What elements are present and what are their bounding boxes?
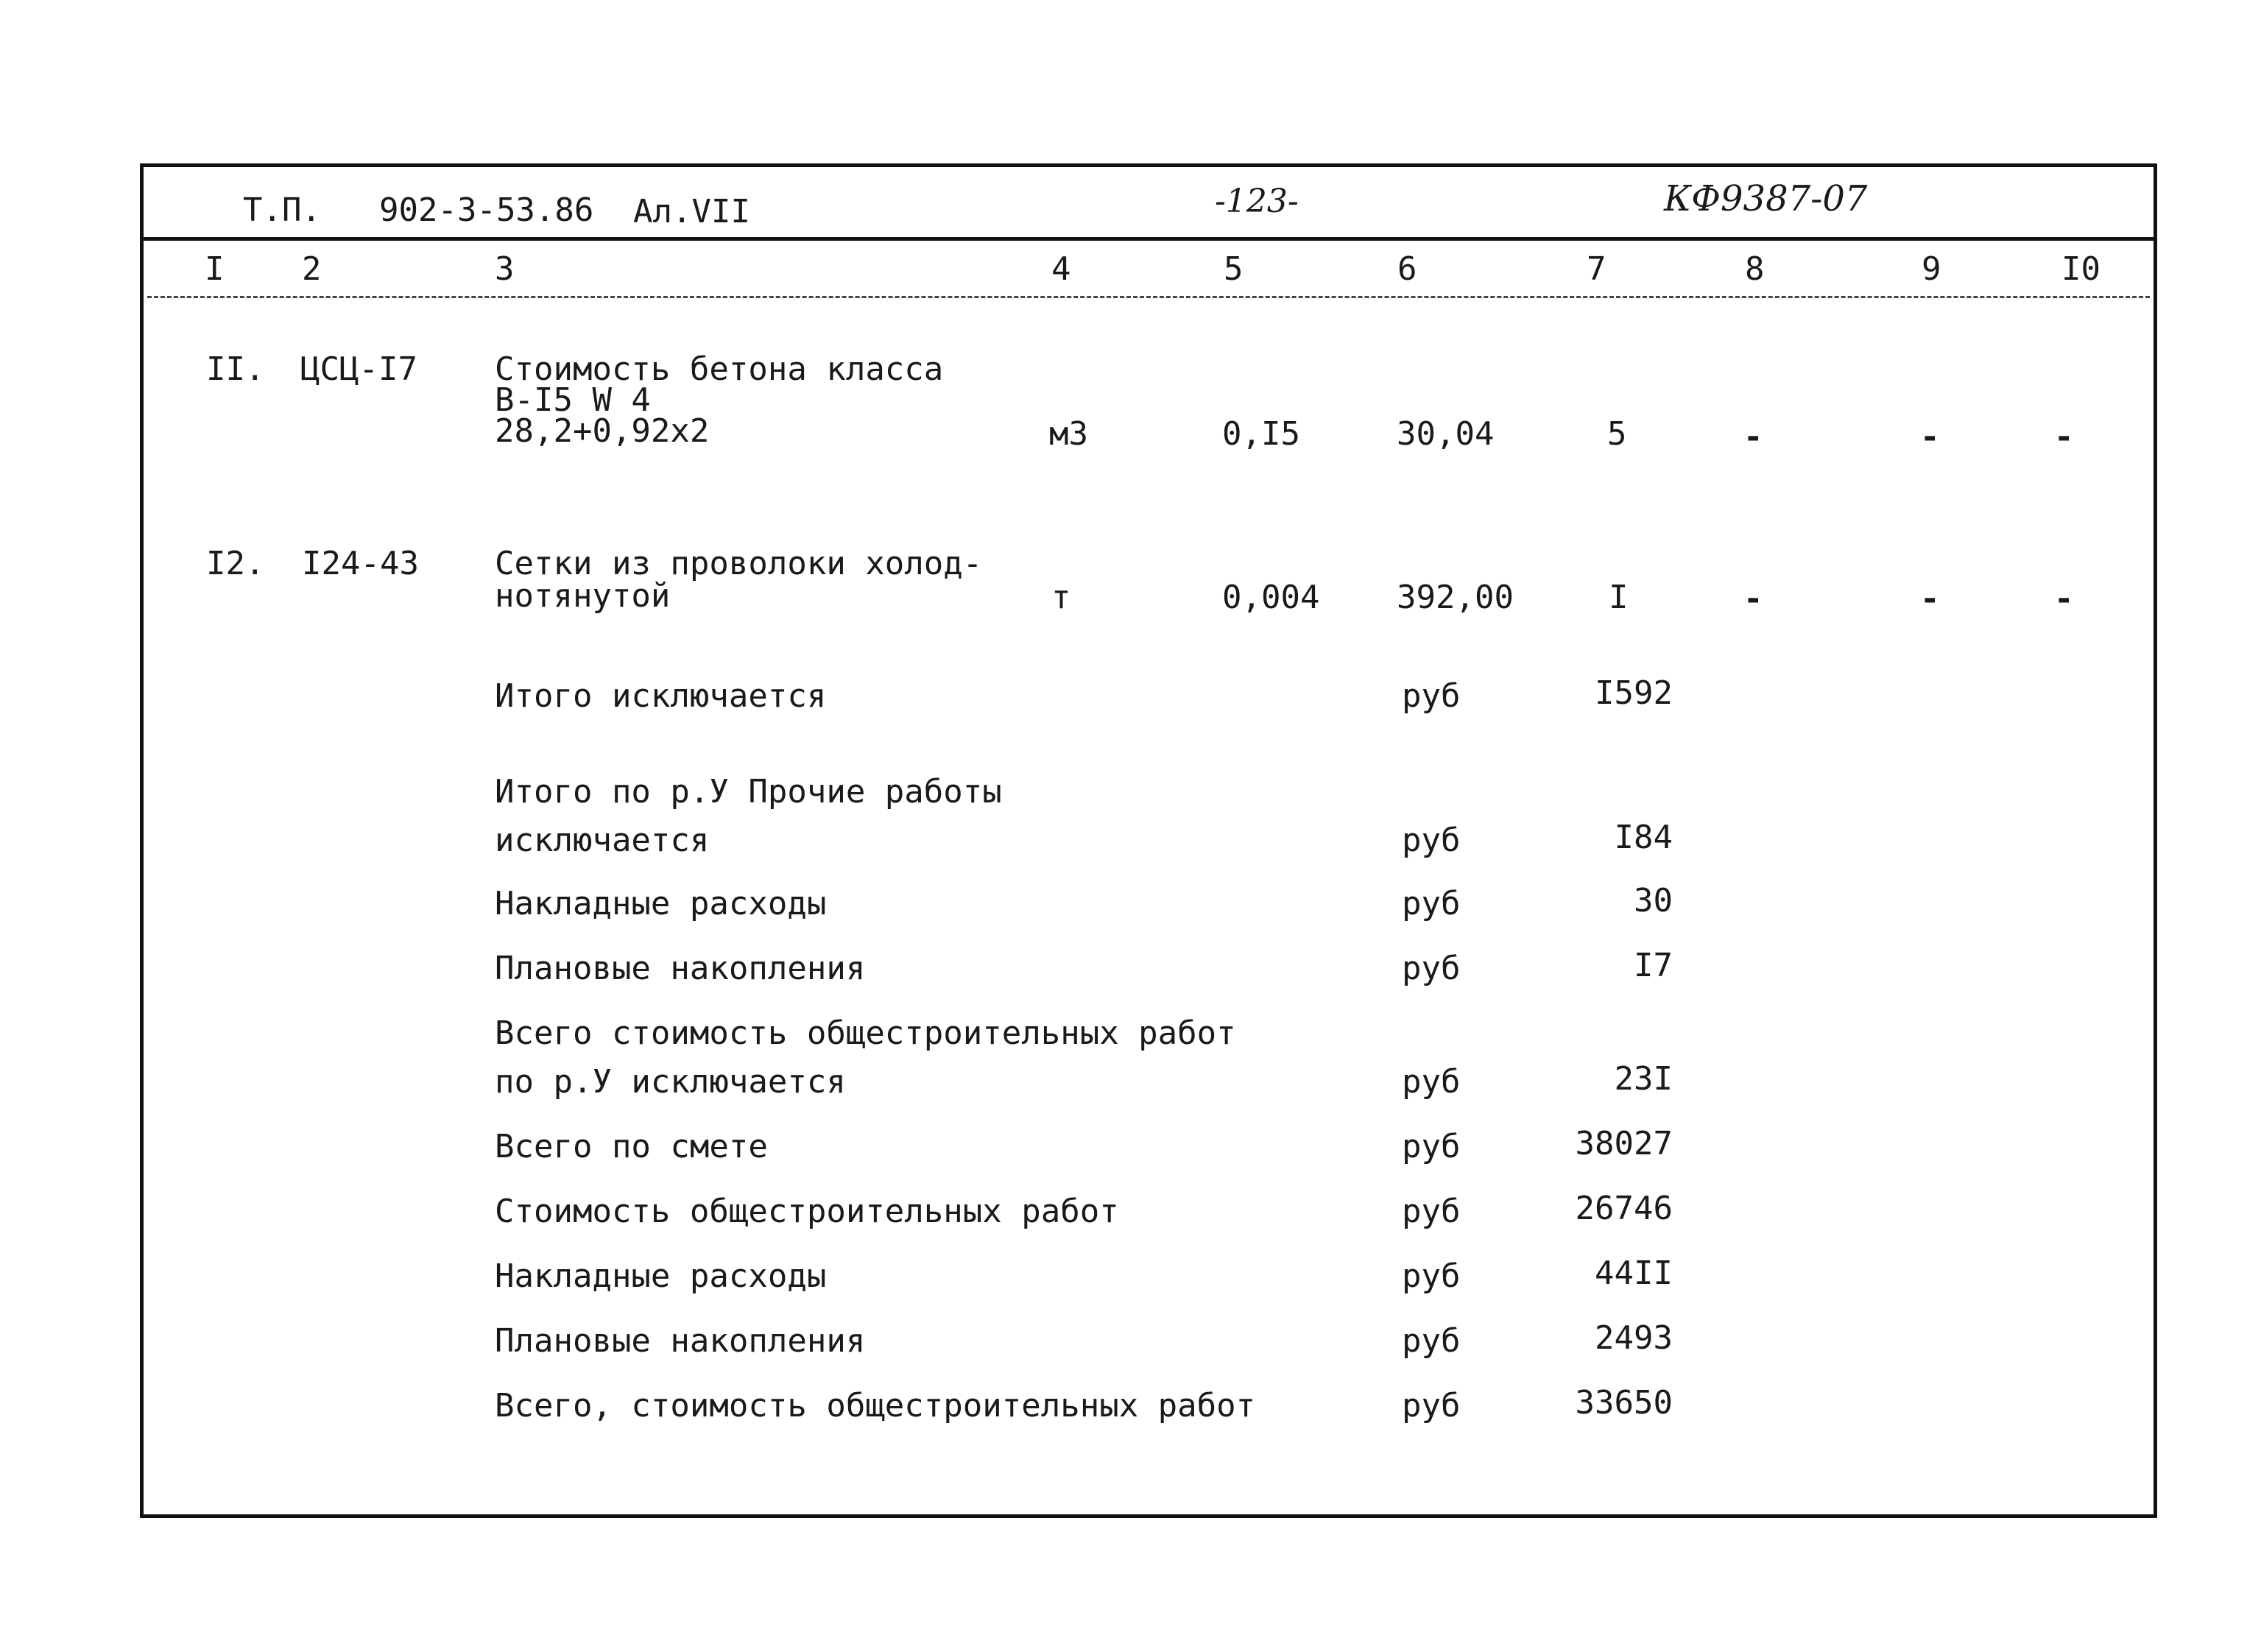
total-8-unit: руб <box>1402 1257 1461 1295</box>
total-6-value: 38027 <box>1575 1125 1673 1162</box>
col-num-6: 6 <box>1397 250 1417 288</box>
total-5-label-line-2: по р.У исключается <box>495 1063 846 1101</box>
row-11-cost: 5 <box>1607 415 1627 453</box>
album-label: Ал.VII <box>633 193 750 230</box>
total-8-value: 44II <box>1595 1254 1673 1292</box>
total-5-label-line-1: Всего стоимость общестроительных работ <box>495 1014 1236 1052</box>
page-number: -123- <box>1215 183 1299 220</box>
total-6-unit: руб <box>1402 1128 1461 1165</box>
col-num-5: 5 <box>1224 250 1244 288</box>
row-12-col10: - <box>2054 580 2074 618</box>
row-11-desc-line-1: Стоимость бетона класса <box>495 350 944 388</box>
col-num-7: 7 <box>1587 250 1606 288</box>
row-11-col10: - <box>2054 418 2074 456</box>
total-7-value: 26746 <box>1575 1190 1673 1227</box>
row-12-no: I2. <box>206 545 265 582</box>
header-divider <box>140 237 2157 241</box>
total-10-unit: руб <box>1402 1387 1461 1425</box>
col-num-2: 2 <box>302 250 322 288</box>
total-5-unit: руб <box>1402 1063 1461 1101</box>
total-4-label: Плановые накопления <box>495 950 866 987</box>
total-9-unit: руб <box>1402 1322 1461 1360</box>
row-12-code: I24-43 <box>302 545 419 582</box>
row-11-price: 30,04 <box>1397 415 1495 453</box>
row-11-unit: м3 <box>1049 415 1088 453</box>
total-5-value: 23I <box>1614 1060 1673 1098</box>
total-1-label: Итого исключается <box>495 677 827 715</box>
total-7-label: Стоимость общестроительных работ <box>495 1193 1119 1230</box>
row-11-col8: - <box>1743 418 1763 456</box>
col-num-3: 3 <box>495 250 515 288</box>
total-6-label: Всего по смете <box>495 1128 768 1165</box>
col-num-10: I0 <box>2061 250 2100 288</box>
doc-code: 902-3-53.86 <box>379 191 594 229</box>
row-12-qty: 0,004 <box>1222 579 1320 616</box>
row-11-desc-line-2: B-I5 W 4 <box>495 381 651 419</box>
row-11-col9: - <box>1920 418 1940 456</box>
total-7-unit: руб <box>1402 1193 1461 1230</box>
total-2-unit: руб <box>1402 822 1461 859</box>
row-11-no: II. <box>206 350 265 388</box>
row-12-price: 392,00 <box>1397 579 1514 616</box>
row-12-desc-line-1: Сетки из проволоки холод- <box>495 545 983 582</box>
total-3-unit: руб <box>1402 885 1461 922</box>
total-1-value: I592 <box>1595 674 1673 712</box>
col-num-8: 8 <box>1745 250 1765 288</box>
row-11-code: ЦСЦ-I7 <box>300 350 417 388</box>
total-1-unit: руб <box>1402 677 1461 715</box>
row-12-col8: - <box>1743 580 1763 618</box>
column-header-divider <box>147 296 2150 298</box>
total-10-value: 33650 <box>1575 1384 1673 1422</box>
row-11-qty: 0,I5 <box>1222 415 1300 453</box>
total-4-unit: руб <box>1402 950 1461 987</box>
row-12-cost: I <box>1609 579 1629 616</box>
total-2-value: I84 <box>1614 819 1673 856</box>
col-num-1: I <box>205 250 225 288</box>
ref-code: КФ9387-07 <box>1664 178 1868 219</box>
total-2-label-line-2: исключается <box>495 822 710 859</box>
total-9-value: 2493 <box>1595 1319 1673 1357</box>
total-8-label: Накладные расходы <box>495 1257 827 1295</box>
row-12-col9: - <box>1920 580 1940 618</box>
total-4-value: I7 <box>1634 947 1673 984</box>
total-2-label-line-1: Итого по р.У Прочие работы <box>495 773 1002 811</box>
document-frame <box>140 163 2157 1518</box>
col-num-9: 9 <box>1922 250 1941 288</box>
total-3-value: 30 <box>1634 882 1673 919</box>
total-3-label: Накладные расходы <box>495 885 827 922</box>
row-12-unit: т <box>1051 579 1071 616</box>
total-10-label: Всего, стоимость общестроительных работ <box>495 1387 1256 1425</box>
doc-prefix: Т.П. <box>243 191 321 229</box>
row-11-desc-line-3: 28,2+0,92x2 <box>495 412 710 450</box>
col-num-4: 4 <box>1051 250 1071 288</box>
total-9-label: Плановые накопления <box>495 1322 866 1360</box>
row-12-desc-line-2: нотянутой <box>495 577 671 615</box>
